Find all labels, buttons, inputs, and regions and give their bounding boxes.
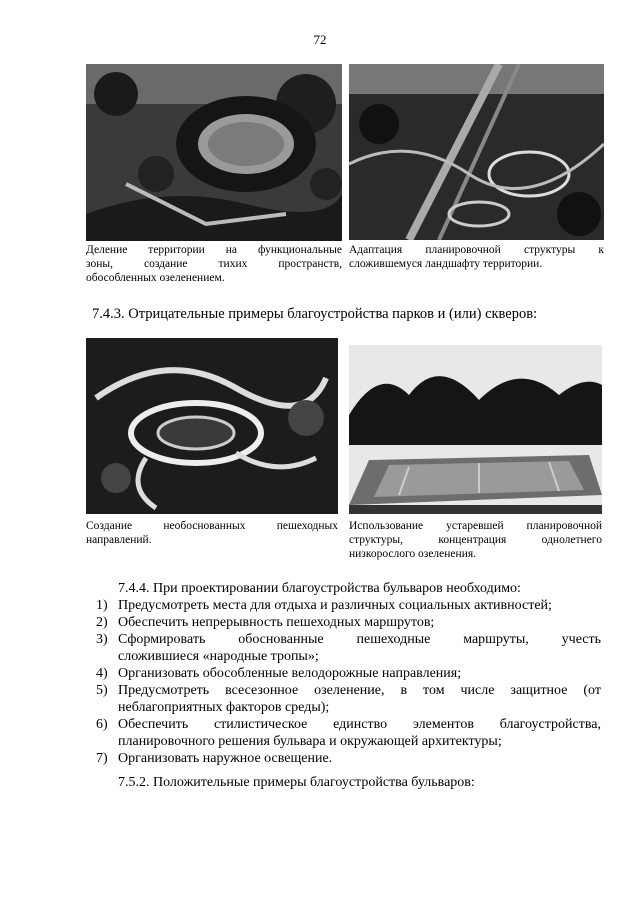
caption-line: Использование устаревшей планировочной	[349, 520, 602, 532]
list-text: Предусмотреть места для отдыха и различных социальных активностей;	[118, 598, 552, 613]
page-number: 72	[313, 32, 327, 47]
list-text: Обеспечить непрерывность пешеходных маршрутов;	[118, 615, 435, 630]
list-text: неблагоприятных факторов среды);	[118, 700, 330, 715]
caption-line: сложившемуся ландшафту территории.	[349, 258, 543, 270]
caption-line: низкорослого озеленения.	[349, 548, 477, 560]
caption-unjustified-paths	[86, 519, 338, 547]
photo-outdated-planning	[349, 345, 602, 514]
list-number: 6)	[96, 717, 108, 732]
caption-landscape-adaptation	[349, 243, 604, 271]
list-text: Организовать обособленные велодорожные направления;	[118, 666, 462, 681]
list-text: Организовать наружное освещение.	[118, 751, 333, 766]
list-item	[96, 750, 601, 767]
list-item	[96, 614, 601, 631]
caption-line: обособленных озеленением.	[86, 272, 225, 284]
list-text: Обеспечить стилистическое единство элементов благоустройства,	[118, 717, 601, 732]
boulevard-intro: 7.4.4. При проектировании благоустройства бульваров необходимо:	[118, 581, 521, 596]
list-text: Предусмотреть всесезонное озеленение, в том числе защитное (от	[118, 683, 601, 698]
caption-line: направлений.	[86, 534, 152, 546]
caption-outdated-planning	[349, 519, 602, 561]
caption-line: зоны, создание тихих пространств,	[86, 258, 342, 270]
caption-line: Адаптация планировочной структуры к	[349, 244, 604, 256]
list-number: 7)	[96, 751, 108, 766]
caption-line: Создание необоснованных пешеходных	[86, 520, 338, 532]
caption-line: структуры, концентрация однолетнего	[349, 534, 602, 546]
caption-functional-zones	[86, 243, 342, 285]
list-item	[96, 682, 601, 716]
list-number: 2)	[96, 615, 108, 630]
list-item	[96, 716, 601, 750]
requirements-list	[96, 597, 601, 767]
list-number: 4)	[96, 666, 108, 681]
list-item	[96, 631, 601, 665]
list-text: сложившиеся «народные тропы»;	[118, 649, 319, 664]
list-number: 1)	[96, 598, 108, 613]
list-item	[96, 597, 601, 614]
list-number: 3)	[96, 632, 108, 647]
photo-landscape-adaptation	[349, 64, 604, 240]
list-item	[96, 665, 601, 682]
list-number: 5)	[96, 683, 108, 698]
photo-unjustified-paths	[86, 338, 338, 514]
section-heading: 7.4.3. Отрицательные примеры благоустройства парков и (или) скверов:	[92, 306, 538, 322]
caption-line: Деление территории на функциональные	[86, 244, 342, 256]
list-text: планировочного решения бульвара и окружающей архитектуры;	[118, 734, 502, 749]
photo-functional-zones	[86, 64, 342, 241]
closing-heading: 7.5.2. Положительные примеры благоустройства бульваров:	[118, 775, 475, 790]
list-text: Сформировать обоснованные пешеходные маршруты, учесть	[118, 632, 601, 647]
